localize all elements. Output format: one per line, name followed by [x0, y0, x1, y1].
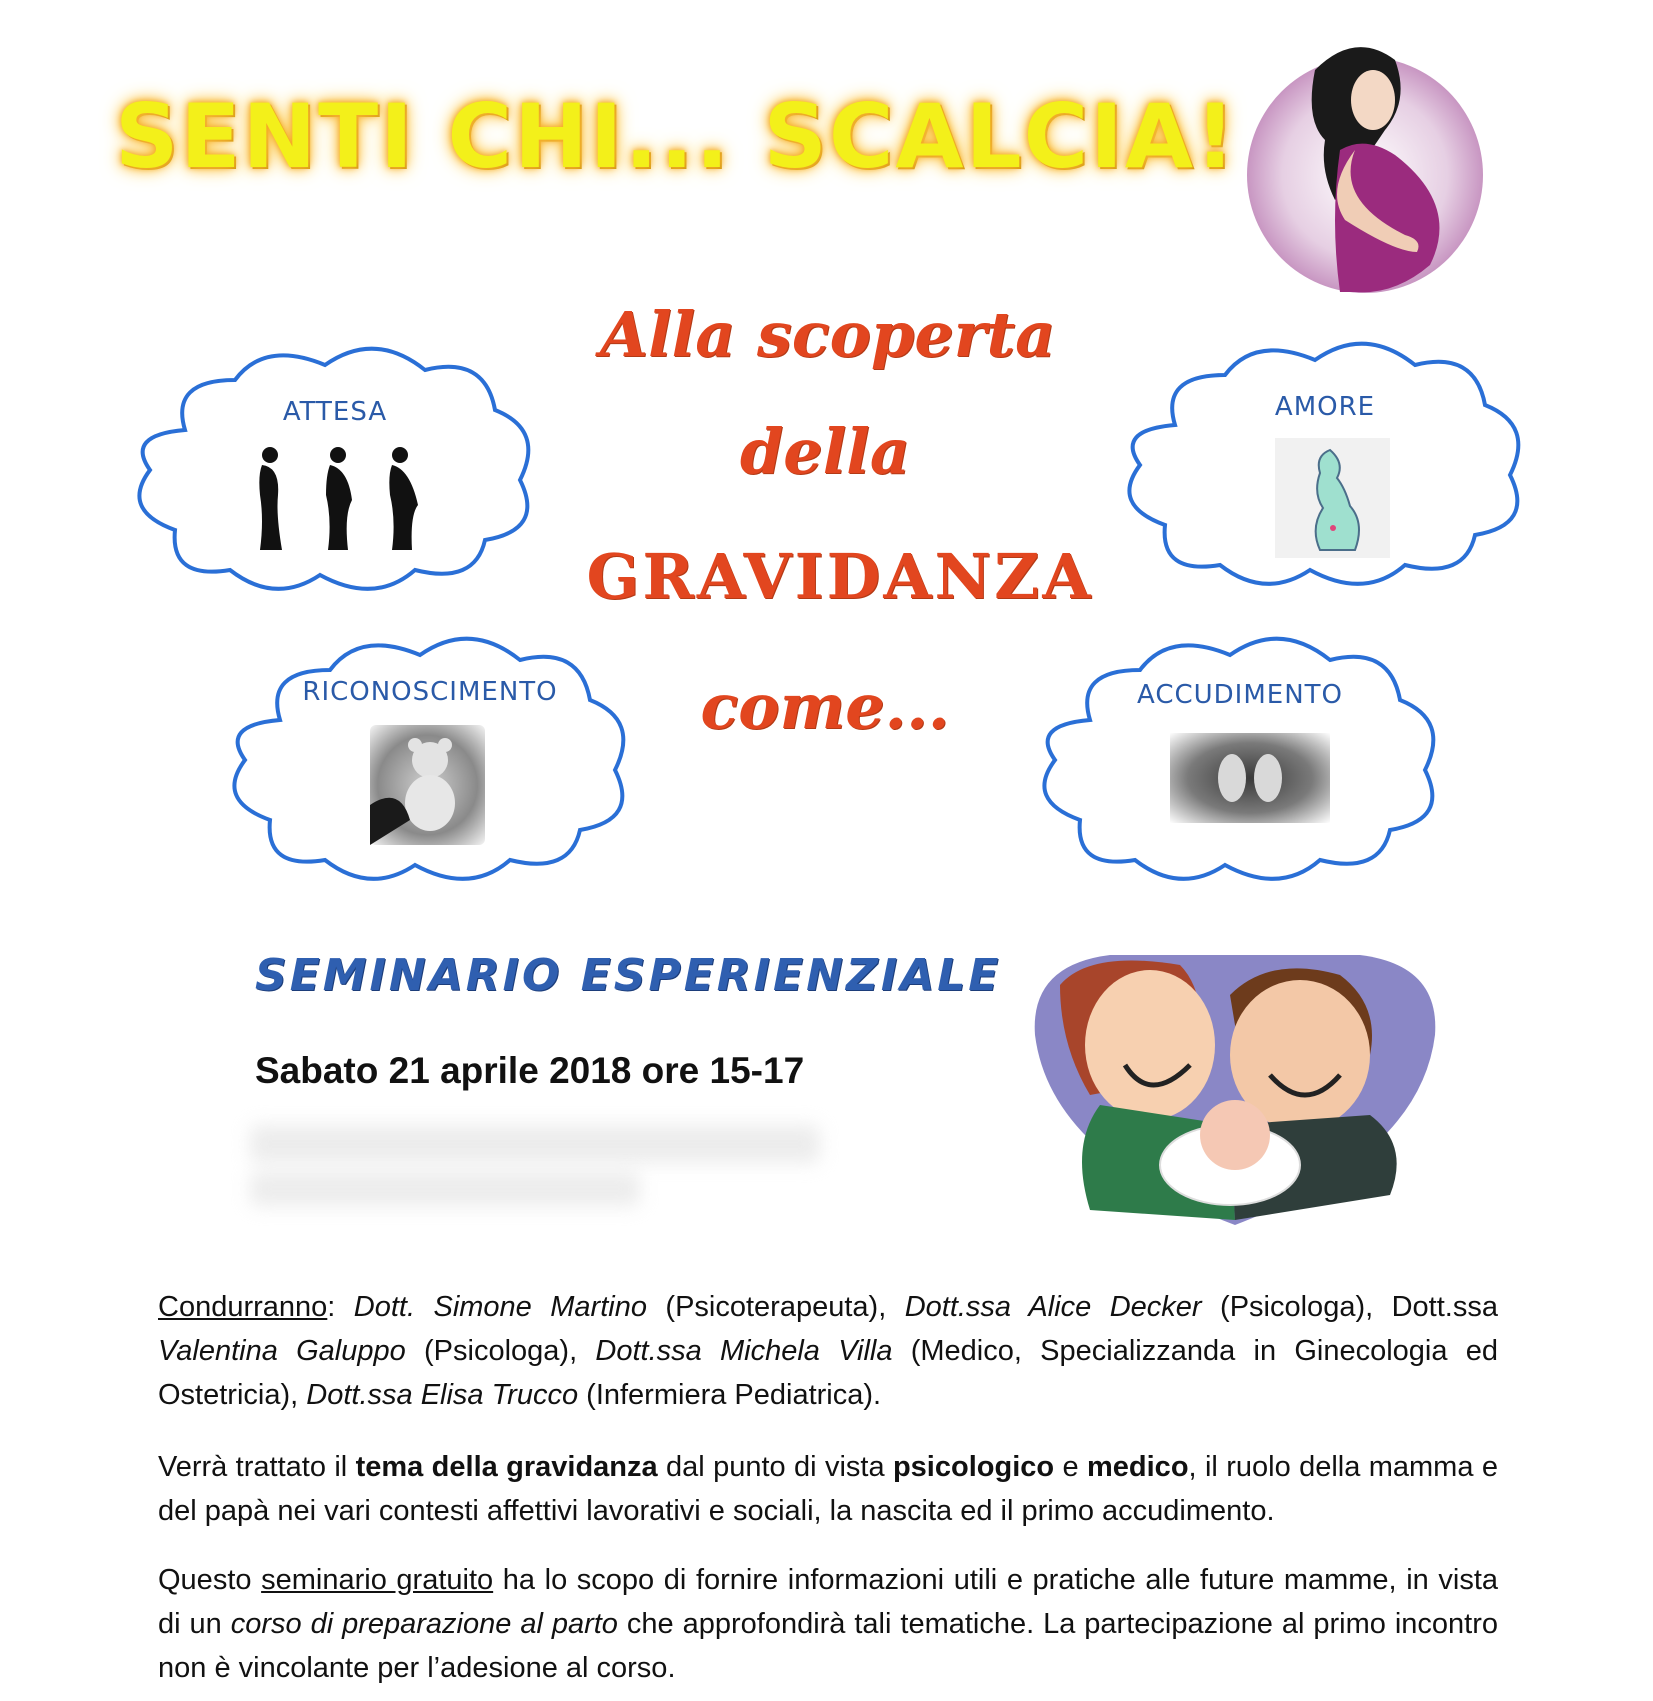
event-date: Sabato 21 aprile 2018 ore 15-17	[255, 1050, 805, 1091]
conductor-1-name: Dott. Simone Martino	[353, 1291, 647, 1323]
topic-emphasis: tema della gravidanza	[355, 1451, 658, 1483]
topic-emphasis: medico	[1087, 1451, 1189, 1483]
cloud-label-riconoscimento: RICONOSCIMENTO	[302, 677, 558, 707]
cloud-amore	[1115, 330, 1535, 600]
teddy-bear-image	[370, 725, 485, 845]
topic-paragraph	[158, 1445, 1498, 1533]
subtitle-line-4: come...	[700, 670, 950, 743]
seminar-title: SEMINARIO ESPERIENZIALE	[255, 950, 1002, 1001]
purpose-emphasis: seminario gratuito	[261, 1564, 494, 1596]
conductor-5-name: Dott.ssa Elisa Trucco	[306, 1379, 579, 1411]
cloud-attesa	[125, 335, 545, 605]
topic-text: , il ruolo della mamma e del papà nei vari contesti affettivi lavorativi e sociali, la nascita ed il primo accudimento.	[158, 1451, 1498, 1527]
conductor-3-name: Valentina Galuppo	[158, 1335, 406, 1367]
subtitle-line-2: della	[739, 415, 911, 488]
conductors-label: Condurranno	[158, 1291, 328, 1323]
conductor-3-role: (Psicologa)	[424, 1335, 570, 1367]
purpose-text: Questo	[158, 1564, 252, 1596]
subtitle-line-1: Alla scoperta	[600, 298, 1056, 371]
cloud-label-amore: AMORE	[1274, 392, 1376, 422]
cloud-riconoscimento	[220, 625, 640, 895]
conductor-4-name: Dott.ssa Michela Villa	[595, 1335, 893, 1367]
cloud-label-accudimento: ACCUDIMENTO	[1136, 680, 1343, 710]
baby-feet-image	[1170, 733, 1330, 823]
silhouettes-image	[240, 445, 430, 555]
conductor-2-name: Dott.ssa Alice Decker	[904, 1291, 1202, 1323]
subtitle-line-3: GRAVIDANZA	[586, 540, 1094, 613]
cloud-label-attesa: ATTESA	[282, 397, 388, 427]
topic-text: Verrà trattato il	[158, 1451, 348, 1483]
blurred-text-line	[250, 1172, 640, 1206]
conductor-2-role: (Psicologa)	[1220, 1291, 1366, 1323]
topic-text: e	[1062, 1451, 1079, 1483]
conductors-paragraph: Condurranno: Dott. Simone Martino (Psicoterapeuta), Dott.ssa Alice Decker (Psicologa), Dott.ssa Valentina Galuppo (Psicologa), Dott.ssa Michela Villa (Medico, Specializzanda in Ginecologia ed Ostetricia), Dott.ssa Elisa Trucco (Infermiera Pediatrica).	[158, 1291, 1498, 1411]
pregnant-woman-illustration	[1245, 30, 1485, 300]
topic-emphasis: psicologico	[892, 1451, 1055, 1483]
topic-text: dal punto di vista	[666, 1451, 885, 1483]
conductor-5-role: (Infermiera Pediatrica).	[586, 1379, 882, 1411]
purpose-course-name: corso di preparazione al parto	[230, 1608, 618, 1640]
purpose-paragraph	[158, 1558, 1498, 1690]
cloud-accudimento	[1030, 625, 1450, 895]
purpose-text: ha lo scopo di fornire informazioni utili e pratiche alle future mamme, in vista di un	[158, 1564, 1499, 1640]
main-title: SENTI CHI... SCALCIA!	[115, 85, 1238, 188]
purpose-text: che approfondirà tali tematiche. La partecipazione al primo incontro non è vincolante per l’adesione al corso.	[158, 1608, 1499, 1684]
blurred-text-line	[250, 1125, 820, 1163]
conductor-1-role: (Psicoterapeuta)	[665, 1291, 879, 1323]
family-illustration	[1030, 955, 1440, 1225]
conductor-3-title: Dott.ssa	[1391, 1291, 1498, 1323]
conductor-4-role: (Medico, Specializzanda in Ginecologia ed Ostetricia)	[158, 1335, 1498, 1411]
mother-silhouette-image	[1275, 438, 1390, 558]
